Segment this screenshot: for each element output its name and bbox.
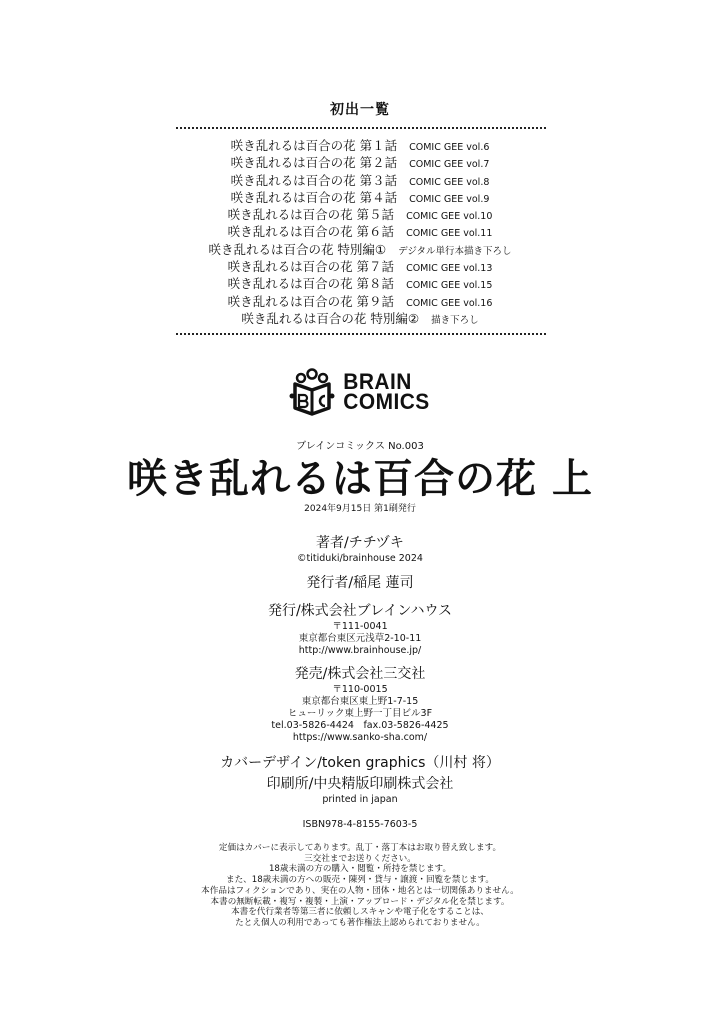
note-line: 三交社までお送りください。 xyxy=(304,853,416,864)
brain-book-icon xyxy=(289,368,335,416)
author-credit: 著者/チチヅキ xyxy=(316,535,404,551)
note-line: たとえ個人の利用であっても著作権法上認められておりません。 xyxy=(235,917,485,928)
chapter-title: 咲き乱れるは百合の花 特別編① xyxy=(208,241,387,257)
note-line: 定価はカバーに表示してあります。乱丁・落丁本はお取り替え致します。 xyxy=(218,843,502,853)
chapter-source: COMIC GEE vol.9 xyxy=(409,193,490,205)
note-line: 18歳未満の方の購入・閲覧・所持を禁じます。 xyxy=(268,864,452,875)
brain-comics-logo xyxy=(0,368,720,416)
chapter-title: 咲き乱れるは百合の花 第７話 xyxy=(227,259,395,275)
first-appearance-list xyxy=(0,137,720,327)
list-item xyxy=(0,241,720,258)
publisher-postal: 〒111-0041 xyxy=(332,621,388,632)
series-label: ブレインコミックス No.003 xyxy=(296,441,424,452)
chapter-source: COMIC GEE vol.11 xyxy=(406,228,493,240)
cover-design-credit: カバーデザイン/token graphics（川村 将） xyxy=(220,755,500,771)
copyright: ©titiduki/brainhouse 2024 xyxy=(297,553,423,564)
publisher-person: 発行者/稲尾 蓮司 xyxy=(306,575,414,591)
dotted-divider-bottom xyxy=(176,333,546,335)
note-line: また、18歳未満の方への販売・陳列・貸与・譲渡・回覧を禁じます。 xyxy=(225,875,495,886)
list-item xyxy=(0,293,720,310)
legal-notes xyxy=(0,843,720,929)
chapter-source: COMIC GEE vol.7 xyxy=(409,159,490,171)
chapter-source: COMIC GEE vol.13 xyxy=(406,263,493,275)
distributor-postal: 〒110-0015 xyxy=(332,684,388,695)
chapter-title: 咲き乱れるは百合の花 第８話 xyxy=(227,276,395,292)
chapter-source: COMIC GEE vol.8 xyxy=(409,176,490,188)
chapter-source: COMIC GEE vol.6 xyxy=(409,142,490,153)
list-item xyxy=(0,137,720,154)
printed-in: printed in japan xyxy=(322,794,398,805)
list-item xyxy=(0,206,720,223)
note-line: 本書を代行業者等第三者に依頼しスキャンや電子化をすることは、 xyxy=(231,907,489,918)
chapter-title: 咲き乱れるは百合の花 第３話 xyxy=(230,172,398,188)
logo-line-comics: COMICS xyxy=(342,389,430,414)
dotted-divider-top xyxy=(176,127,546,129)
chapter-title: 咲き乱れるは百合の花 第５話 xyxy=(227,207,395,223)
list-item xyxy=(0,154,720,171)
list-item xyxy=(0,310,720,327)
logo-line-brain: BRAIN xyxy=(342,369,412,394)
distributor-phone: tel.03-5826-4424 fax.03-5826-4425 xyxy=(271,720,449,731)
distributor-url: https://www.sanko-sha.com/ xyxy=(292,732,428,743)
chapter-title: 咲き乱れるは百合の花 第９話 xyxy=(227,293,395,309)
chapter-source: COMIC GEE vol.10 xyxy=(406,211,493,223)
chapter-source: COMIC GEE vol.15 xyxy=(406,280,493,292)
distributor-address-1: 東京都台東区東上野1-7-15 xyxy=(301,696,419,707)
list-item xyxy=(0,275,720,292)
chapter-title: 咲き乱れるは百合の花 第１話 xyxy=(230,138,398,153)
chapter-source: 描き下ろし xyxy=(431,314,479,326)
note-line: 本作品はフィクションであり、実在の人物・団体・地名とは一切関係ありません。 xyxy=(201,885,519,896)
distributor: 発売/株式会社三交社 xyxy=(294,666,426,682)
publish-date: 2024年9月15日 第1刷発行 xyxy=(304,504,416,514)
printer-credit: 印刷所/中央精版印刷株式会社 xyxy=(266,776,454,792)
publisher: 発行/株式会社ブレインハウス xyxy=(267,603,453,619)
list-item xyxy=(0,258,720,275)
publisher-address: 東京都台東区元浅草2-10-11 xyxy=(298,633,422,644)
distributor-address-2: ヒューリック東上野一丁目ビル3F xyxy=(287,708,433,719)
list-item xyxy=(0,172,720,189)
chapter-title: 咲き乱れるは百合の花 特別編② xyxy=(241,310,420,326)
list-item xyxy=(0,223,720,240)
publisher-url: http://www.brainhouse.jp/ xyxy=(298,645,422,656)
book-title: 咲き乱れるは百合の花 上 xyxy=(127,456,593,502)
chapter-source: デジタル単行本描き下ろし xyxy=(398,245,512,257)
chapter-source: COMIC GEE vol.16 xyxy=(406,297,493,309)
first-appearance-heading: 初出一覧 xyxy=(330,102,390,118)
isbn: ISBN978-4-8155-7603-5 xyxy=(302,819,418,830)
chapter-title: 咲き乱れるは百合の花 第４話 xyxy=(230,189,398,205)
list-item xyxy=(0,189,720,206)
note-line: 本書の無断転載・複写・複製・上演・アップロード・デジタル化を禁じます。 xyxy=(210,896,510,907)
chapter-title: 咲き乱れるは百合の花 第６話 xyxy=(227,224,395,240)
chapter-title: 咲き乱れるは百合の花 第２話 xyxy=(230,155,398,171)
